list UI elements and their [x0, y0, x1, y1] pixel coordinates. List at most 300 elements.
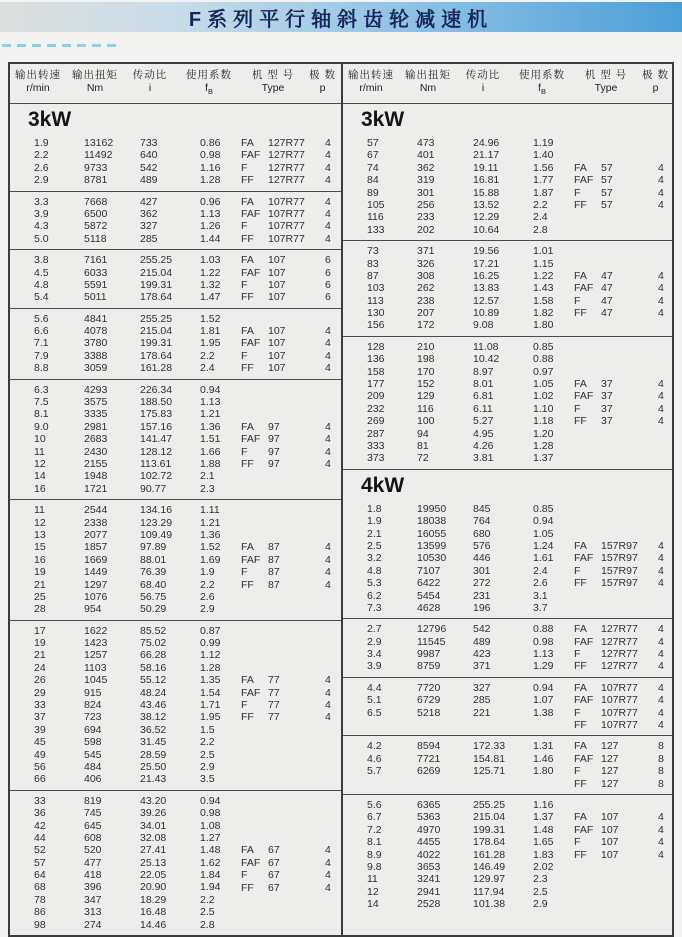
table-cell: 2.5 — [200, 748, 215, 761]
table-cell: 8 — [658, 740, 664, 753]
numeric-columns — [367, 503, 574, 615]
table-cell: 301 — [417, 186, 435, 199]
table-cell: 4628 — [417, 601, 441, 614]
table-cell: 733 — [140, 137, 158, 149]
table-cell: 199.31 — [140, 278, 173, 291]
table-cell: 1103 — [84, 661, 107, 674]
table-cell: 74 — [367, 161, 379, 174]
table-row — [367, 590, 574, 602]
table-cell: 221 — [473, 706, 491, 719]
table-cell: 6 — [325, 254, 331, 267]
table-row — [367, 849, 574, 861]
table-cell: 11 — [34, 504, 45, 517]
table-cell: 285 — [140, 232, 158, 245]
table-cell: 3059 — [84, 362, 108, 375]
table-cell: 37 — [601, 390, 613, 403]
type-row — [241, 458, 343, 470]
table-cell: 113.61 — [140, 457, 172, 470]
table-cell: 4 — [325, 856, 331, 869]
table-cell: 446 — [473, 552, 491, 565]
table-cell: 4 — [325, 881, 331, 894]
table-cell: 0.94 — [200, 794, 221, 807]
table-cell: 12796 — [417, 623, 447, 636]
spec-group — [10, 790, 341, 935]
column-header-row — [10, 64, 341, 104]
column-header — [519, 68, 565, 98]
table-cell: 4.2 — [367, 740, 382, 753]
table-cell: 1669 — [84, 553, 108, 566]
type-row — [241, 421, 343, 433]
table-cell: 4 — [658, 823, 664, 836]
table-cell: 128.12 — [140, 445, 173, 458]
table-row — [367, 319, 574, 331]
table-cell: 2941 — [417, 885, 441, 898]
table-cell: 67 — [268, 844, 280, 857]
table-row — [34, 649, 241, 661]
table-cell: 172.33 — [473, 740, 506, 753]
table-row — [367, 623, 574, 635]
table-cell: 4 — [325, 553, 331, 566]
table-cell: 1.21 — [200, 516, 221, 529]
table-row — [34, 291, 241, 303]
table-row — [367, 799, 574, 811]
table-cell: 2.6 — [533, 577, 548, 590]
table-cell: 127 — [601, 765, 619, 778]
table-cell: FF — [241, 232, 254, 245]
table-row — [34, 603, 241, 615]
column-header — [348, 68, 394, 98]
table-cell: 1.27 — [200, 831, 221, 844]
table-cell: FA — [241, 844, 254, 857]
table-cell: 4 — [325, 232, 331, 245]
table-cell: FA — [241, 674, 254, 687]
table-cell: 1076 — [84, 590, 108, 603]
table-cell: 4.26 — [473, 439, 494, 452]
column-header — [405, 68, 451, 98]
table-cell: 5.3 — [367, 577, 382, 590]
table-row — [34, 807, 241, 819]
table-cell: 4 — [325, 711, 331, 724]
table-cell: 8.1 — [34, 408, 49, 421]
table-cell: 68.40 — [140, 578, 167, 591]
table-cell: 723 — [84, 711, 102, 724]
table-cell: 152 — [417, 378, 435, 391]
table-cell: 154.81 — [473, 752, 506, 765]
table-cell: 6.3 — [34, 383, 49, 396]
table-cell: FAF — [241, 433, 261, 446]
table-row — [367, 873, 574, 885]
table-cell: 196 — [473, 601, 491, 614]
spec-group — [10, 308, 341, 379]
table-cell: 4 — [658, 294, 664, 307]
table-cell: FAF — [241, 207, 261, 220]
table-row — [34, 906, 241, 918]
table-cell: 4 — [325, 220, 331, 233]
table-cell: 11 — [367, 873, 378, 886]
type-column — [241, 254, 343, 304]
type-row — [574, 162, 676, 174]
table-cell: 1.58 — [533, 294, 554, 307]
table-cell: F — [574, 648, 581, 661]
table-cell: 1.10 — [533, 402, 554, 415]
table-cell: 33 — [34, 699, 46, 712]
table-cell: FF — [241, 458, 254, 470]
table-cell: 14.46 — [140, 918, 167, 931]
table-cell: FF — [241, 291, 254, 304]
header-label-unit: p — [319, 82, 326, 95]
table-cell: 12.29 — [473, 211, 500, 224]
type-row — [574, 824, 676, 836]
table-cell: 2.5 — [200, 906, 215, 919]
table-row — [34, 857, 241, 869]
table-cell: 1423 — [84, 637, 108, 650]
header-label-zh: 输出扭矩 — [72, 69, 118, 82]
type-row — [574, 648, 676, 660]
table-cell: 4 — [325, 541, 331, 554]
table-cell: 1.9 — [200, 566, 215, 579]
table-row — [34, 591, 241, 603]
table-row — [367, 428, 574, 440]
table-row — [367, 307, 574, 319]
table-cell: 7.2 — [367, 823, 382, 836]
table-cell: 107R77 — [601, 681, 638, 694]
table-cell: 20.90 — [140, 881, 167, 894]
table-cell: 55.12 — [140, 674, 167, 687]
spec-group — [10, 499, 341, 620]
table-cell: 1.35 — [200, 674, 221, 687]
table-row — [34, 384, 241, 396]
table-cell: 85.52 — [140, 624, 167, 637]
table-cell: 83 — [367, 257, 379, 270]
table-cell: 102.72 — [140, 470, 173, 483]
table-cell: 1.77 — [533, 174, 554, 187]
table-row — [34, 820, 241, 832]
table-cell: FA — [574, 539, 587, 552]
section-heading: 4kW — [343, 469, 672, 499]
type-row — [574, 694, 676, 706]
table-cell: 1.05 — [533, 527, 554, 540]
table-row — [34, 566, 241, 578]
table-cell: 4 — [325, 445, 331, 458]
table-row — [34, 337, 241, 349]
table-cell: 158 — [367, 365, 385, 378]
table-cell: 156 — [367, 319, 385, 332]
table-cell: 238 — [417, 294, 435, 307]
table-cell: 4293 — [84, 383, 108, 396]
table-row — [34, 699, 241, 711]
table-cell: 0.98 — [200, 149, 221, 162]
table-cell: 4 — [658, 269, 664, 282]
type-row — [574, 682, 676, 694]
table-cell: 1.66 — [200, 445, 221, 458]
header-label-zh: 机 型 号 — [584, 69, 628, 82]
table-cell: 5.6 — [34, 312, 49, 325]
table-cell: 170 — [417, 365, 435, 378]
table-cell: 15.88 — [473, 186, 500, 199]
table-cell: 4 — [325, 195, 331, 208]
column-header — [72, 68, 118, 98]
table-cell: F — [241, 278, 248, 291]
header-label-zh: 机 型 号 — [251, 69, 295, 82]
table-cell: 1.13 — [200, 396, 221, 409]
table-cell: 4 — [325, 161, 331, 174]
column-header — [186, 68, 232, 98]
table-cell: 3241 — [417, 873, 441, 886]
table-cell: 21 — [34, 578, 46, 591]
table-cell: 1.48 — [200, 844, 221, 857]
type-row — [241, 687, 343, 699]
table-cell: 5.27 — [473, 415, 494, 428]
table-cell: 2430 — [84, 445, 108, 458]
table-cell: 13 — [34, 528, 46, 541]
table-cell: 207 — [417, 307, 435, 320]
table-cell: 22.05 — [140, 869, 167, 882]
table-cell: FF — [241, 711, 254, 724]
table-cell: 67 — [268, 881, 280, 894]
table-cell: 172 — [417, 319, 435, 332]
table-cell: 4 — [658, 681, 664, 694]
table-cell: F — [241, 699, 248, 712]
table-row — [34, 881, 241, 893]
table-row — [34, 196, 241, 208]
table-cell: 1.71 — [200, 699, 221, 712]
table-cell: 1.69 — [200, 553, 221, 566]
column-header — [309, 68, 336, 98]
table-cell: 37 — [34, 711, 46, 724]
table-cell: 4 — [658, 719, 664, 732]
numeric-columns — [34, 504, 241, 616]
table-cell: 127R77 — [601, 648, 638, 661]
table-cell: 6.6 — [34, 325, 49, 338]
table-cell: 0.94 — [200, 383, 221, 396]
table-cell: 2683 — [84, 433, 108, 446]
table-cell: 4455 — [417, 836, 441, 849]
table-cell: 127R77 — [601, 623, 638, 636]
table-cell: 38.12 — [140, 711, 167, 724]
table-panel-right — [341, 64, 672, 935]
table-cell: 2528 — [417, 898, 441, 911]
table-cell: 210 — [417, 340, 435, 353]
table-cell: 5.6 — [367, 798, 382, 811]
table-cell: 7721 — [417, 752, 441, 765]
table-cell: 8.9 — [367, 848, 382, 861]
table-cell: 117.94 — [473, 885, 505, 898]
numeric-columns — [367, 341, 574, 465]
table-row — [367, 528, 574, 540]
table-cell: 2.7 — [367, 623, 382, 636]
table-cell: 18.29 — [140, 893, 167, 906]
table-cell: 7161 — [84, 254, 108, 267]
table-cell: 107 — [268, 278, 286, 291]
spec-group — [10, 620, 341, 790]
table-cell: 107R77 — [268, 220, 305, 233]
table-cell: 4 — [658, 402, 664, 415]
table-cell: FAF — [574, 390, 594, 403]
type-row — [241, 579, 343, 591]
header-label-unit: r/min — [359, 82, 383, 95]
table-row — [367, 353, 574, 365]
type-row — [574, 577, 676, 589]
table-cell: 347 — [84, 893, 102, 906]
type-row — [241, 869, 343, 881]
table-cell: 1.56 — [533, 161, 554, 174]
table-cell: 3575 — [84, 396, 108, 409]
table-cell: 4 — [658, 577, 664, 590]
table-cell: 44 — [34, 831, 46, 844]
table-cell: 4 — [325, 349, 331, 362]
table-cell: 16055 — [417, 527, 447, 540]
table-cell: 129 — [417, 390, 435, 403]
table-cell: 4 — [325, 578, 331, 591]
table-cell: 157R97 — [601, 552, 638, 565]
table-cell: 2155 — [84, 457, 108, 470]
table-cell: 7107 — [417, 564, 441, 577]
table-cell: FF — [574, 415, 587, 428]
table-cell: 1.87 — [533, 186, 554, 199]
table-cell: 233 — [417, 211, 435, 224]
table-cell: 1.19 — [533, 137, 554, 149]
table-row — [367, 258, 574, 270]
table-cell: 1.22 — [200, 266, 221, 279]
table-cell: 2.2 — [200, 736, 215, 749]
table-cell: 0.96 — [200, 195, 221, 208]
table-cell: 11 — [34, 445, 45, 458]
table-row — [367, 577, 574, 589]
table-cell: 285 — [473, 694, 491, 707]
table-cell: FAF — [574, 823, 594, 836]
table-cell: 6 — [325, 291, 331, 304]
table-row — [34, 267, 241, 279]
numeric-columns — [367, 799, 574, 911]
table-row — [367, 648, 574, 660]
table-cell: 13.52 — [473, 198, 500, 211]
table-cell: 256 — [417, 198, 435, 211]
table-cell: 98 — [34, 918, 46, 931]
table-cell: 4 — [658, 307, 664, 320]
table-cell: FAF — [574, 552, 594, 565]
table-row — [34, 517, 241, 529]
table-cell: 13162 — [84, 137, 114, 149]
table-cell: FAF — [241, 686, 261, 699]
type-row — [574, 282, 676, 294]
header-label-zh: 输出转速 — [348, 69, 394, 82]
table-cell: 101.38 — [473, 898, 506, 911]
table-cell: 157R97 — [601, 577, 638, 590]
table-cell: 4 — [325, 699, 331, 712]
table-cell: 103 — [367, 282, 385, 295]
table-cell: 5872 — [84, 220, 108, 233]
table-cell: 1948 — [84, 470, 108, 483]
table-cell: FF — [241, 362, 254, 375]
table-cell: 11492 — [84, 149, 113, 162]
table-row — [34, 396, 241, 408]
table-row — [34, 662, 241, 674]
table-cell: 0.94 — [533, 515, 554, 528]
table-cell: 4 — [658, 186, 664, 199]
type-row — [241, 566, 343, 578]
table-cell: 1.15 — [533, 257, 554, 270]
table-cell: 576 — [473, 539, 491, 552]
table-cell: 7668 — [84, 195, 108, 208]
table-cell: FF — [241, 174, 254, 187]
table-cell: 56 — [34, 760, 46, 773]
table-cell: 598 — [84, 736, 102, 749]
table-cell: 313 — [84, 906, 102, 919]
header-label-unit: $f_B$ — [205, 82, 213, 97]
table-cell: F — [241, 220, 248, 233]
table-cell: 89 — [367, 186, 379, 199]
table-cell: 4 — [658, 660, 664, 673]
type-row — [241, 337, 343, 349]
table-cell: 2.5 — [533, 885, 548, 898]
table-cell: 5.0 — [34, 232, 49, 245]
table-cell: 272 — [473, 577, 491, 590]
table-cell: 107R77 — [268, 232, 305, 245]
table-cell: 13.83 — [473, 282, 500, 295]
table-cell: 128 — [367, 340, 385, 353]
spec-group — [343, 735, 672, 794]
table-cell: 2.8 — [533, 223, 548, 236]
type-row — [574, 187, 676, 199]
type-column — [574, 623, 676, 673]
table-cell: 1.18 — [533, 415, 554, 428]
table-row — [34, 137, 241, 149]
type-row — [241, 279, 343, 291]
table-cell: FA — [241, 541, 254, 554]
table-cell: 2.1 — [367, 527, 382, 540]
table-cell: F — [241, 161, 248, 174]
type-row — [241, 362, 343, 374]
table-cell: 5.7 — [367, 765, 382, 778]
table-cell: 4 — [325, 458, 331, 470]
table-cell: 1.02 — [533, 390, 554, 403]
table-cell: 16.81 — [473, 174, 500, 187]
table-cell: 127R77 — [268, 149, 305, 162]
table-cell: 29 — [34, 686, 46, 699]
spec-group — [10, 133, 341, 191]
table-cell: 116 — [367, 211, 384, 224]
type-row — [574, 660, 676, 672]
table-cell: 1857 — [84, 541, 108, 554]
table-cell: 6269 — [417, 765, 441, 778]
table-cell: 97 — [268, 458, 280, 470]
table-cell: 12.57 — [473, 294, 500, 307]
table-cell: 13599 — [417, 539, 447, 552]
table-cell: 1.95 — [200, 337, 221, 350]
type-row — [241, 674, 343, 686]
table-row — [367, 707, 574, 719]
table-cell: 4 — [325, 844, 331, 857]
table-cell: 72 — [417, 452, 429, 465]
table-cell: 1.40 — [533, 149, 554, 162]
table-cell: 477 — [84, 856, 102, 869]
table-row — [367, 211, 574, 223]
table-cell: 645 — [84, 819, 102, 832]
table-cell: 4 — [658, 415, 664, 428]
table-row — [367, 452, 574, 464]
table-row — [34, 483, 241, 495]
type-row — [574, 707, 676, 719]
table-row — [34, 687, 241, 699]
table-cell: 6 — [325, 278, 331, 291]
table-cell: 2.2 — [200, 349, 215, 362]
header-label-unit: Nm — [86, 82, 104, 95]
table-cell: 1.03 — [200, 254, 221, 267]
table-cell: 6.2 — [367, 589, 382, 602]
type-row — [574, 565, 676, 577]
table-row — [34, 208, 241, 220]
header-label-unit: i — [481, 82, 485, 95]
